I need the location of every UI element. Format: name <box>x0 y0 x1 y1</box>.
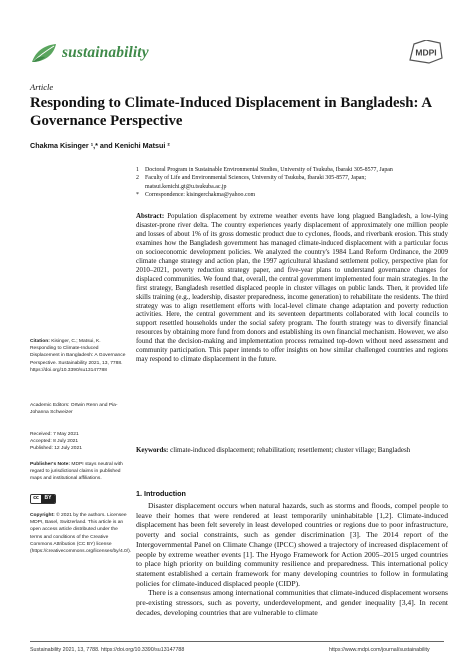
publisher-note-label: Publisher's Note: <box>30 462 71 467</box>
citation-label: Citation: <box>30 339 50 344</box>
citation-block <box>30 338 128 374</box>
sustainability-leaf-icon <box>30 42 58 64</box>
cc-by-icon[interactable] <box>30 494 56 504</box>
affiliation-text: Faculty of Life and Environmental Sciences, University of Tsukuba, Ibaraki 305-8577, Japan; matsui.kenichi.gt@u.tsukuba.ac.jp <box>145 175 366 190</box>
publication-dates <box>30 431 128 453</box>
abstract-text: Population displacement by extreme weather events have long plagued Bangladesh, a low-lying disaster-prone river delta. The country experiences yearly displacement of approximately one million people and losses of about 1% of its gross domestic product due to cyclones, floods, and riverbank erosion. This study examines how the Bangladesh government has managed climate-induced displacement with a particular focus on socioeconomic development policies. We analyzed the country's 1984 Land Reform Ordinance, the 2009 climate change strategy and action plan, the 1997 agricultural khasland settlement policy, perspective plan for 2010–2021, poverty reduction strategy paper, and five-year plans to understand governance changes for displaced communities. We found that, overall, the central government implemented four main strategies. In the first strategy, Bangladesh resettled displaced people in cluster villages on public lands. Then, it provided life skills training (e.g., leadership, disaster preparedness, income generation) to rehabilitate the residents. The third strategy was to align resettlement efforts with local-level climate change adaptation and poverty reduction activities. Here, the central government and its seventeen departments collaborated with local councils to support resettled households under the social safety program. The fourth strategy was to diversify financial resources by obtaining more fund from donors and establishing its own financial mechanism. However, we also found that the decision-making and implementation process remained top-down without need assessment and community participation. This paper intends to offer insights on how similar challenged countries and regions may respond to climate displacement in the future. <box>136 212 449 364</box>
journal-name: sustainability <box>62 44 149 61</box>
received-date: Received: 7 May 2021 <box>30 432 79 437</box>
section-heading-introduction: 1. Introduction <box>136 489 186 498</box>
publisher-note-text: MDPI stays neutral with regard to jurisdictional claims in published maps and institutional affiliations. <box>30 462 123 482</box>
correspondence <box>136 191 446 199</box>
intro-paragraph-2: There is a consensus among international communities that climate-induced displacement worsens pre-existing stressors, such as poverty, underdevelopment, and gender inequality [3,4]. In recent decades, developing countries that are vulnerable to climate <box>136 588 448 617</box>
abstract-label: Abstract: <box>136 212 165 220</box>
citation-text[interactable]: Kisinger, C.; Matsui, K. Responding to Climate-Induced Displacement in Bangladesh: A Governance Perspective. Sustainability 2021, 13, 7788. https://doi.org/10.3390/su13147788 <box>30 339 126 373</box>
affiliation-text: Doctoral Program in Sustainable Environmental Studies, University of Tsukuba, Ibaraki 305-8577, Japan <box>145 167 393 173</box>
affiliation-mark: 2 <box>136 175 139 182</box>
keywords-label: Keywords: <box>136 446 169 454</box>
correspondence-text[interactable]: Correspondence: kisingerchakma@yahoo.com <box>145 192 256 199</box>
accepted-date: Accepted: 8 July 2021 <box>30 439 79 445</box>
intro-paragraph-1: Disaster displacement occurs when natural hazards, such as storms and floods, compel people to leave their homes that were rendered at least temporarily uninhabitable [1,2]. Climate-induced displacement has been felt severely in least developed countries or regions due to poor infrastructure, poverty and social constraints, such as gender discrimination [3]. The 2014 report of the Intergovernmental Panel on Climate Change (IPCC) showed a trajectory of increased displacement of people by extreme weather events [1]. The Hyogo Framework for Action 2005–2015 urged countries to place high priority on building community resilience and preparedness. This international policy statement established a certain framework for many developing countries to follow in formulating policies for climate-induced displaced people (CIDP). <box>136 501 448 588</box>
published-date: Published: 12 July 2021 <box>30 446 82 452</box>
affiliation-mark: 1 <box>136 167 139 173</box>
copyright-label: Copyright: <box>30 513 55 518</box>
affiliation-2 <box>136 174 446 191</box>
article-title: Responding to Climate-Induced Displacement in Bangladesh: A Governance Perspective <box>30 95 432 129</box>
copyright-text: © 2021 by the authors. Licensee MDPI, Basel, Switzerland. This article is an open access article distributed under the terms and conditions of the Creative Commons Attribution (CC BY) license (https://creativecommons.org/licenses/by/4.0/). <box>30 513 132 555</box>
publisher-note <box>30 461 128 483</box>
introduction-body <box>136 501 448 617</box>
footer-divider <box>30 641 444 642</box>
footer-journal-url[interactable]: https://www.mdpi.com/journal/sustainability <box>329 647 430 653</box>
affiliation-mark: * <box>136 192 139 199</box>
affiliation-1 <box>136 166 446 174</box>
article-type: Article <box>30 82 54 92</box>
journal-logo[interactable] <box>30 42 149 64</box>
mdpi-logo-icon[interactable] <box>409 40 443 64</box>
keywords <box>136 446 448 455</box>
footer-citation[interactable]: Sustainability 2021, 13, 7788. https://doi.org/10.3390/su13147788 <box>30 647 185 653</box>
abstract <box>136 212 448 364</box>
academic-editors: Academic Editors: Ortwin Renn and Pia-Johanna Schweizer <box>30 403 118 416</box>
copyright-block <box>30 512 132 555</box>
license-badge[interactable] <box>30 494 128 504</box>
cc-icon-label: cc <box>31 495 41 503</box>
author-list[interactable]: Chakma Kisinger ¹,* and Kenichi Matsui ² <box>30 141 170 150</box>
by-icon-label: BY <box>41 495 55 503</box>
keywords-text: climate-induced displacement; rehabilitation; resettlement; cluster village; Bangladesh <box>170 446 411 454</box>
mdpi-logo-text: MDPI <box>415 47 437 58</box>
affiliations <box>136 166 446 200</box>
